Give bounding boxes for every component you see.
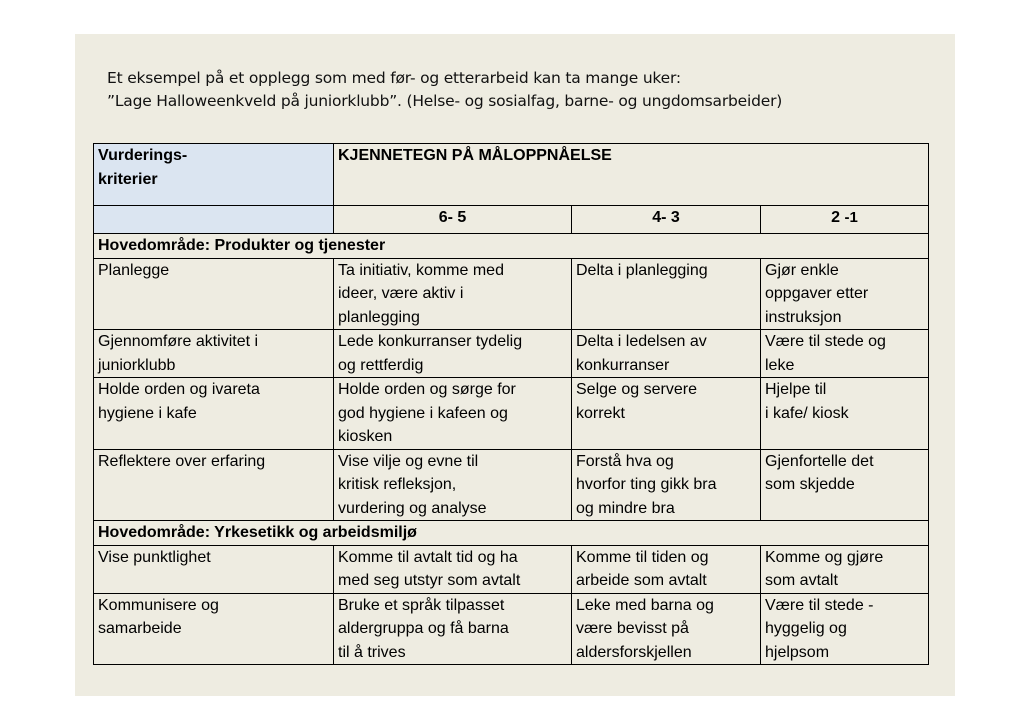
criterion-cell: Gjennomføre aktivitet i juniorklubb [94, 330, 334, 378]
criterion-cell: Planlegge [94, 258, 334, 330]
grade-high-header: 6- 5 [334, 206, 572, 234]
criteria-header-blank [94, 206, 334, 234]
criterion-cell: Kommunisere og samarbeide [94, 593, 334, 665]
table-row [94, 378, 929, 450]
grade-high-cell: Komme til avtalt tid og ha med seg utstyr som avtalt [334, 545, 572, 593]
table-row [94, 330, 929, 378]
grade-low-cell: Være til stede - hyggelig og hjelpsom [761, 593, 929, 665]
criterion-cell: Reflektere over erfaring [94, 449, 334, 521]
section-header-row [94, 234, 929, 259]
grade-high-cell: Lede konkurranser tydelig og rettferdig [334, 330, 572, 378]
intro-line-1: Et eksempel på et opplegg som med før- og etterarbeid kan ta mange uker: [107, 69, 681, 87]
table-row [94, 449, 929, 521]
criterion-cell: Holde orden og ivareta hygiene i kafe [94, 378, 334, 450]
main-header: KJENNETEGN PÅ MÅLOPPNÅELSE [334, 144, 929, 206]
grade-high-cell: Holde orden og sørge for god hygiene i kafeen og kiosken [334, 378, 572, 450]
section-header-row [94, 521, 929, 546]
criteria-header: Vurderings- kriterier [94, 144, 334, 206]
grade-mid-cell: Leke med barna og være bevisst på aldersforskjellen [572, 593, 761, 665]
grade-mid-cell: Komme til tiden og arbeide som avtalt [572, 545, 761, 593]
grade-low-cell: Gjenfortelle det som skjedde [761, 449, 929, 521]
table-row [94, 545, 929, 593]
grade-mid-cell: Delta i planlegging [572, 258, 761, 330]
intro-text [107, 67, 782, 113]
grade-low-header: 2 -1 [761, 206, 929, 234]
grade-mid-header: 4- 3 [572, 206, 761, 234]
grade-high-cell: Bruke et språk tilpasset aldergruppa og få barna til å trives [334, 593, 572, 665]
grade-mid-cell: Delta i ledelsen av konkurranser [572, 330, 761, 378]
table-row [94, 593, 929, 665]
grade-low-cell: Være til stede og leke [761, 330, 929, 378]
table-row [94, 258, 929, 330]
grade-mid-cell: Selge og servere korrekt [572, 378, 761, 450]
section-title: Hovedområde: Produkter og tjenester [94, 234, 929, 259]
grade-low-cell: Gjør enkle oppgaver etter instruksjon [761, 258, 929, 330]
intro-line-2: ”Lage Halloweenkveld på juniorklubb”. (Helse- og sosialfag, barne- og ungdomsarbeider) [107, 92, 783, 110]
grade-high-cell: Ta initiativ, komme med ideer, være aktiv i planlegging [334, 258, 572, 330]
assessment-rubric-table [93, 143, 929, 665]
grade-mid-cell: Forstå hva og hvorfor ting gikk bra og mindre bra [572, 449, 761, 521]
grade-low-cell: Komme og gjøre som avtalt [761, 545, 929, 593]
grade-low-cell: Hjelpe til i kafe/ kiosk [761, 378, 929, 450]
section-title: Hovedområde: Yrkesetikk og arbeidsmiljø [94, 521, 929, 546]
criterion-cell: Vise punktlighet [94, 545, 334, 593]
grade-high-cell: Vise vilje og evne til kritisk refleksjon, vurdering og analyse [334, 449, 572, 521]
slide [75, 34, 955, 696]
